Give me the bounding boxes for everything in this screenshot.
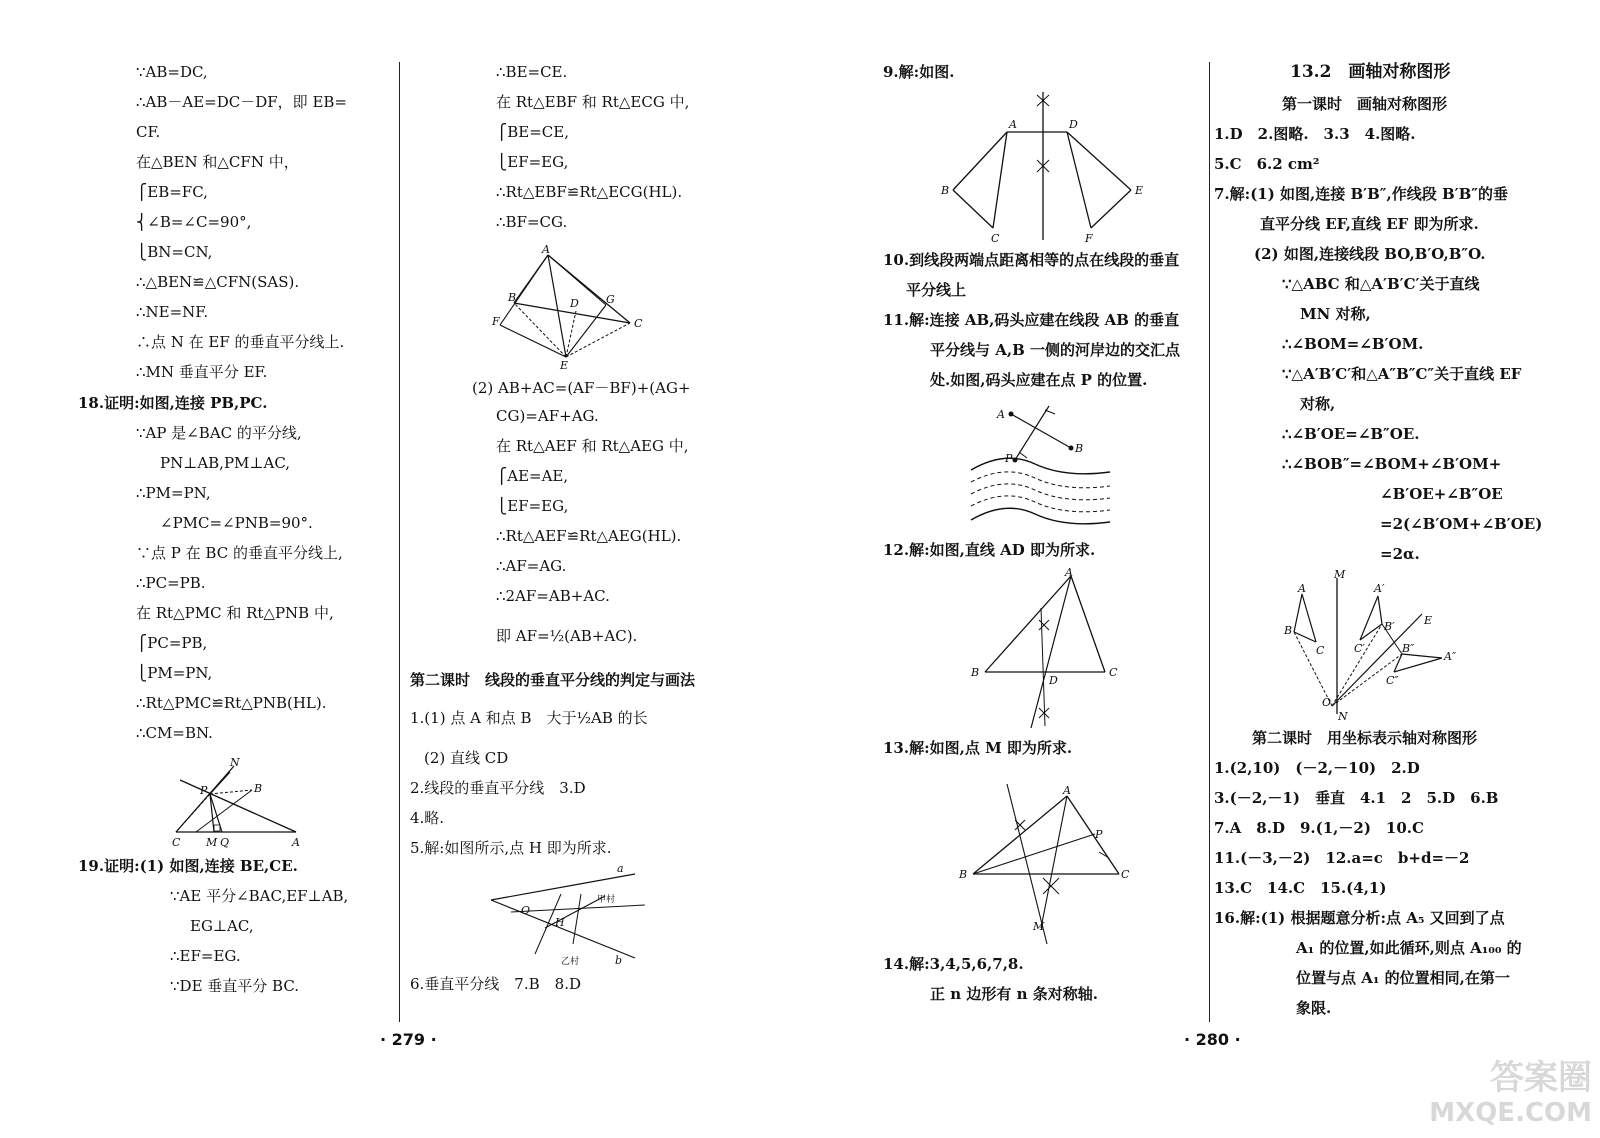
fig-label: b xyxy=(615,954,623,967)
watermark xyxy=(1429,1058,1592,1128)
text-line: 处.如图,码头应建在点 P 的位置. xyxy=(930,371,1148,389)
fig-label: D xyxy=(570,297,579,310)
watermark-logo-text: 答案圈 xyxy=(1490,1058,1592,1098)
text-line: ∴NE=NF. xyxy=(136,303,209,321)
text-line: ⎩EF=EG, xyxy=(496,153,569,171)
fig-label: O xyxy=(521,904,531,917)
fig-label: B xyxy=(1075,442,1084,455)
text-line: ⎩PM=PN, xyxy=(136,664,213,682)
fig-label: E xyxy=(1135,184,1144,197)
text-line: ∴Rt△AEF≌Rt△AEG(HL). xyxy=(496,527,682,545)
text-line: ⎧EB=FC, xyxy=(136,183,208,201)
text-line: ⎧BE=CE, xyxy=(496,123,569,141)
fig-label: A′ xyxy=(1374,582,1385,595)
fig-label: M xyxy=(1033,920,1045,933)
text-line: 11.解:连接 AB,码头应建在线段 AB 的垂直 xyxy=(883,311,1180,329)
fig-label: B xyxy=(1284,624,1293,637)
fig-label: P xyxy=(1005,452,1013,465)
fig-label: C xyxy=(1109,666,1118,679)
text-line: 10.到线段两端点距离相等的点在线段的垂直 xyxy=(883,251,1180,269)
text-line: MN 对称, xyxy=(1300,305,1371,323)
fig-label: C′ xyxy=(1354,642,1365,655)
fig-label: C″ xyxy=(1386,674,1399,687)
fig-label: B xyxy=(971,666,980,679)
text-line: ∵AP 是∠BAC 的平分线, xyxy=(136,424,302,442)
fig-label: B xyxy=(254,782,263,795)
fig-label: A xyxy=(292,836,300,849)
fig-label: D xyxy=(1049,674,1058,687)
text-line: ∴△BEN≌△CFN(SAS). xyxy=(136,273,300,291)
fig-label: O xyxy=(1322,696,1332,709)
figure-q5 xyxy=(485,862,645,967)
text-line: 14.解:3,4,5,6,7,8. xyxy=(883,955,1024,973)
text-line: ∴AF=AG. xyxy=(496,557,567,575)
text-line: ∴PM=PN, xyxy=(136,484,211,502)
text-line: ∴∠B′OE=∠B″OE. xyxy=(1282,425,1420,443)
question-19-heading: 19.证明:(1) 如图,连接 BE,CE. xyxy=(78,857,298,875)
figure-q11 xyxy=(965,400,1120,530)
text-line: ∴2AF=AB+AC. xyxy=(496,587,610,605)
text-line: 12.解:如图,直线 AD 即为所求. xyxy=(883,541,1096,559)
fig-label: N xyxy=(1338,710,1348,723)
text-line: ∠B′OE+∠B″OE xyxy=(1380,485,1503,503)
text-line: 7.解:(1) 如图,连接 B′B″,作线段 B′B″的垂 xyxy=(1214,185,1508,203)
text-line: ∵△A′B′C′和△A″B″C″关于直线 EF xyxy=(1282,365,1522,383)
figure-q9 xyxy=(935,90,1150,245)
text-line: (2) AB+AC=(AF－BF)+(AG+ xyxy=(472,379,691,397)
question-18-heading: 18.证明:如图,连接 PB,PC. xyxy=(78,394,268,412)
figure-q19 xyxy=(490,245,655,370)
text-line: 在△BEN 和△CFN 中， xyxy=(136,153,299,171)
text-line: 13.C 14.C 15.(4,1) xyxy=(1214,879,1387,897)
text-line: ⎧AE=AE, xyxy=(496,467,569,485)
text-line: 1.D 2.图略. 3.3 4.图略. xyxy=(1214,125,1416,143)
text-line: ∠PMC=∠PNB=90°. xyxy=(160,514,313,532)
text-line: ∵△ABC 和△A′B′C′关于直线 xyxy=(1282,275,1480,293)
fig-label: B′ xyxy=(1384,620,1395,633)
text-line: ⎩BN=CN, xyxy=(136,243,213,261)
fig-label: B″ xyxy=(1402,642,1415,655)
text-line: 6.垂直平分线 7.B 8.D xyxy=(410,975,581,993)
text-line: 9.解:如图. xyxy=(883,63,955,81)
text-line: ∵AE 平分∠BAC,EF⊥AB, xyxy=(170,887,349,905)
fig-label: D xyxy=(1069,118,1078,131)
text-line: =2α. xyxy=(1380,545,1420,563)
text-line: ∴MN 垂直平分 EF. xyxy=(136,363,268,381)
text-line: (2) 如图,连接线段 BO,B′O,B″O. xyxy=(1254,245,1486,263)
fig-label: A xyxy=(1298,582,1306,595)
fig-label: A xyxy=(542,243,550,256)
fig-label: C xyxy=(634,317,643,330)
fig-label: N xyxy=(230,756,240,769)
text-line: 16.解:(1) 根据题意分析:点 A₅ 又回到了点 xyxy=(1214,909,1505,927)
lesson-2-heading: 第二课时 线段的垂直平分线的判定与画法 xyxy=(410,671,696,689)
fig-label: C xyxy=(991,232,1000,245)
text-line: ⎩EF=EG, xyxy=(496,497,569,515)
text-line: ⎧PC=PB, xyxy=(136,634,208,652)
lesson-1-heading: 第一课时 画轴对称图形 xyxy=(1282,95,1448,113)
lesson-2-heading-right: 第二课时 用坐标表示轴对称图形 xyxy=(1252,729,1478,747)
text-line: ∴∠BOB″=∠BOM+∠B′OM+ xyxy=(1282,455,1502,473)
text-line: 在 Rt△PMC 和 Rt△PNB 中, xyxy=(136,604,334,622)
fig-label: M xyxy=(1334,568,1346,581)
text-line: 象限. xyxy=(1296,999,1332,1017)
fig-label: C xyxy=(1121,868,1130,881)
text-line: 在 Rt△EBF 和 Rt△ECG 中, xyxy=(496,93,690,111)
text-line: ∴EF=EG. xyxy=(170,947,241,965)
figure-q12 xyxy=(965,568,1125,733)
page-number-right: · 280 · xyxy=(1184,1030,1241,1049)
text-line: 7.A 8.D 9.(1,－2) 10.C xyxy=(1214,819,1424,837)
text-line: ∴点 N 在 EF 的垂直平分线上. xyxy=(136,333,345,351)
text-line: 11.(－3,－2) 12.a=c b+d=－2 xyxy=(1214,849,1470,867)
text-line: A₁ 的位置,如此循环,则点 A₁₀₀ 的 xyxy=(1296,939,1522,957)
text-line: CF. xyxy=(136,123,161,141)
fig-label: C xyxy=(172,836,181,849)
fig-label: C xyxy=(1316,644,1325,657)
figure-q13 xyxy=(955,768,1140,948)
text-line: ∴Rt△EBF≌Rt△ECG(HL). xyxy=(496,183,683,201)
text-line: 2.线段的垂直平分线 3.D xyxy=(410,779,586,797)
fig-label: M xyxy=(206,836,218,849)
fig-label: A xyxy=(997,408,1005,421)
figure-q7 xyxy=(1282,568,1472,724)
fig-label: G xyxy=(606,293,615,306)
fig-label: B xyxy=(508,291,517,304)
text-line: ∵AB=DC, xyxy=(136,63,208,81)
fig-label: B xyxy=(959,868,968,881)
text-line: 直平分线 EF,直线 EF 即为所求. xyxy=(1260,215,1479,233)
fig-label: Q xyxy=(220,836,230,849)
text-line: 在 Rt△AEF 和 Rt△AEG 中, xyxy=(496,437,689,455)
section-heading: 13.2 画轴对称图形 xyxy=(1290,62,1451,82)
text-line: 4.略. xyxy=(410,809,445,827)
fig-label: F xyxy=(492,315,500,328)
page-number-left: · 279 · xyxy=(380,1030,437,1049)
text-line: ∴∠BOM=∠B′OM. xyxy=(1282,335,1424,353)
text-line: PN⊥AB,PM⊥AC, xyxy=(160,454,291,472)
text-line: CG)=AF+AG. xyxy=(496,407,599,425)
text-line: =2(∠B′OM+∠B′OE) xyxy=(1380,515,1543,533)
fig-label: E xyxy=(1424,614,1433,627)
fig-label: F xyxy=(1085,232,1093,245)
text-line: 对称, xyxy=(1300,395,1336,413)
column-divider-left-page xyxy=(399,62,400,1022)
fig-label: H xyxy=(555,916,565,929)
text-line: ∴PC=PB. xyxy=(136,574,206,592)
fig-label: A″ xyxy=(1444,650,1457,663)
text-line: 13.解:如图,点 M 即为所求. xyxy=(883,739,1073,757)
text-line: 3.(－2,－1) 垂直 4.1 2 5.D 6.B xyxy=(1214,789,1499,807)
text-line: ∴BE=CE. xyxy=(496,63,568,81)
text-line: 平分线上 xyxy=(906,281,967,299)
text-line: ∵点 P 在 BC 的垂直平分线上, xyxy=(136,544,343,562)
fig-label: P xyxy=(200,784,208,797)
column-divider-right-page xyxy=(1209,62,1210,1022)
text-line: 即 AF=½(AB+AC). xyxy=(496,627,638,645)
text-line: 正 n 边形有 n 条对称轴. xyxy=(930,985,1098,1003)
fig-label: 甲村 xyxy=(597,895,616,905)
text-line: ∵DE 垂直平分 BC. xyxy=(170,977,300,995)
fig-label: A xyxy=(1009,118,1017,131)
fig-label: a xyxy=(617,862,624,875)
text-line: 1.(1) 点 A 和点 B 大于½AB 的长 xyxy=(410,709,648,727)
text-line: ∴BF=CG. xyxy=(496,213,568,231)
fig-label: 乙村 xyxy=(561,957,580,967)
text-line: ∴Rt△PMC≌Rt△PNB(HL). xyxy=(136,694,327,712)
text-line: ∴AB－AE=DC－DF，即 EB= xyxy=(136,93,347,111)
watermark-domain: MXQE.COM xyxy=(1429,1098,1592,1128)
figure-q18 xyxy=(170,756,310,850)
fig-label: B xyxy=(941,184,950,197)
text-line: 5.C 6.2 cm² xyxy=(1214,155,1320,173)
fig-label: A xyxy=(1063,784,1071,797)
text-line: ∴CM=BN. xyxy=(136,724,213,742)
text-line: (2) 直线 CD xyxy=(424,749,509,767)
text-line: 平分线与 A,B 一侧的河岸边的交汇点 xyxy=(930,341,1180,359)
text-line: 1.(2,10) (－2,－10) 2.D xyxy=(1214,759,1420,777)
fig-label: E xyxy=(560,359,569,372)
text-line: EG⊥AC, xyxy=(190,917,254,935)
text-line: 位置与点 A₁ 的位置相同,在第一 xyxy=(1296,969,1510,987)
text-line: 5.解:如图所示,点 H 即为所求. xyxy=(410,839,612,857)
fig-label: P xyxy=(1095,828,1103,841)
text-line: ⎨∠B=∠C=90°, xyxy=(136,213,252,231)
fig-label: A xyxy=(1065,566,1073,579)
